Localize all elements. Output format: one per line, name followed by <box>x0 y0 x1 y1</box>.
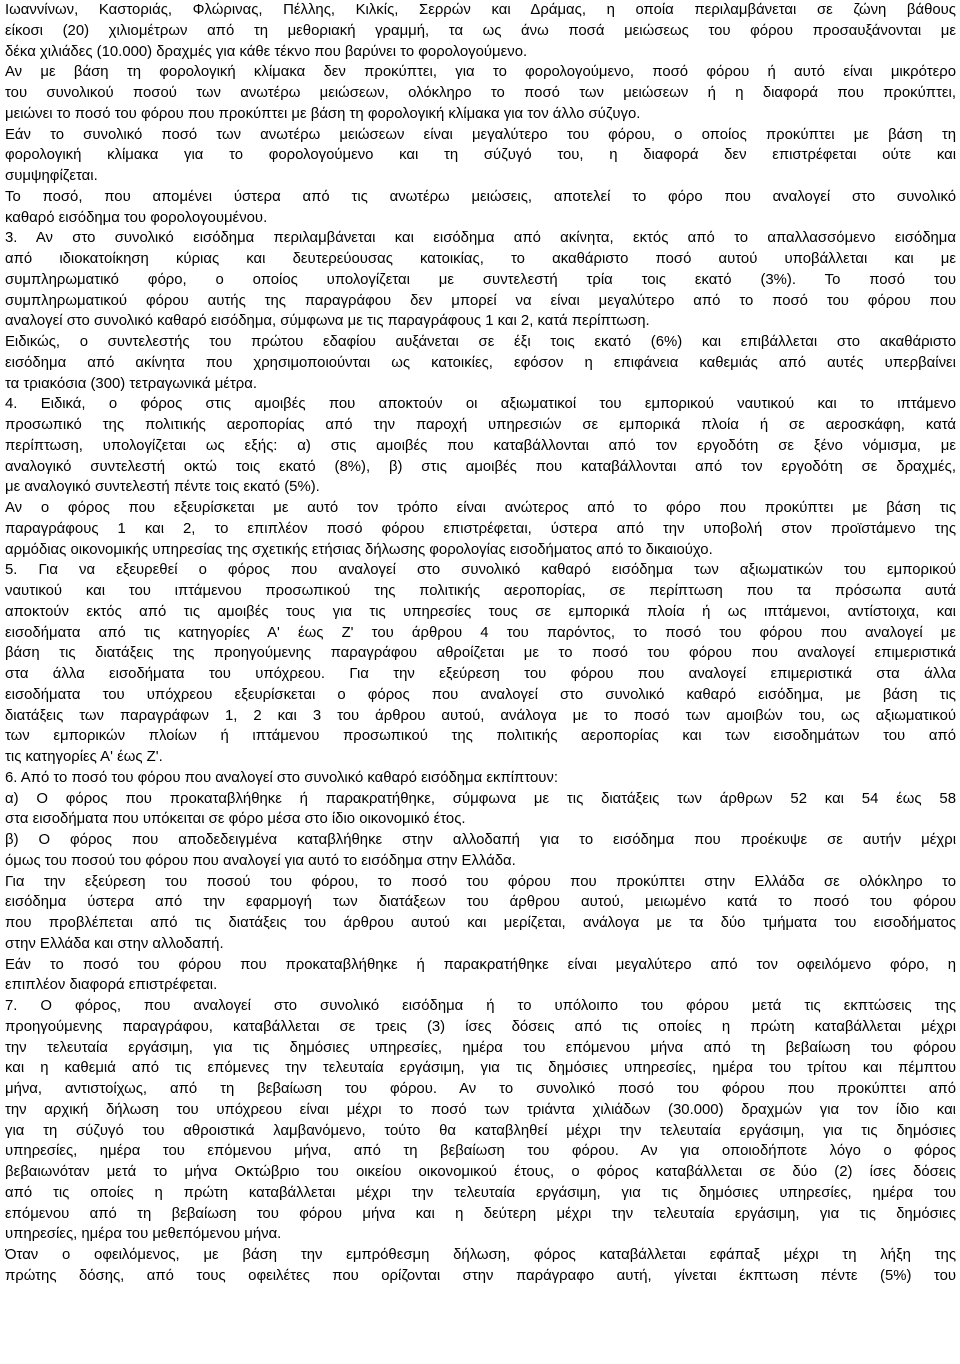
text-line: συμπληρωματικό φόρο, ο οποίος υπολογίζεται με συντελεστή τρία τοις εκατό (3%). Το ποσό του <box>5 271 956 288</box>
text-line: δέκα χιλιάδες (10.000) δραχμές για κάθε τέκνο που βαρύνει το φορολογούμενο. <box>5 43 528 60</box>
text-line: τις κατηγορίες Α' έως Ζ'. <box>5 749 163 765</box>
text-line: Εάν το συνολικό ποσό των ανωτέρω μειώσεων είναι μεγαλύτερο του φόρου, ο οποίος προκύπτει με βάση τη <box>5 126 956 143</box>
text-line: Όταν ο οφειλόμενος, με βάση την εμπρόθεσμη δήλωση, φόρος καταβάλλεται εφάπαξ μέχρι τη λήξη της <box>5 1247 956 1263</box>
text-line: στα εισοδήματα που υπόκειται σε φόρο μέσα στο ίδιο οικονομικό έτος. <box>5 811 466 828</box>
text-line: πρώτης δόσης, από τους οφειλέτες που ορίζονται στην παράγραφο αυτή, γίνεται έκπτωση πέντε (5%) του <box>5 1267 956 1284</box>
text-line: 6. Από το ποσό του φόρου που αναλογεί στο συνολικό καθαρό εισόδημα εκπίπτουν: <box>5 769 558 786</box>
text-line: μειώνει το ποσό του φόρου που προκύπτει με βάση τη φορολογική κλίμακα για τον άλλο σύζυγο. <box>5 105 641 122</box>
document-page <box>5 0 956 1287</box>
text-line: στην Ελλάδα και στην αλλοδαπή. <box>5 935 224 952</box>
text-line: Για την εξεύρεση του ποσού του φόρου, το ποσό του φόρου που προκύπτει στην Ελλάδα σε ολόκληρο το <box>5 873 956 890</box>
text-line: μήνα, αντιστοίχως, από τη βεβαίωση του φόρου. Αν το συνολικό ποσό του φόρου που προκύπτει από <box>5 1081 956 1097</box>
text-line: όμως του ποσού του φόρου που αναλογεί για αυτό το εισόδημα στην Ελλάδα. <box>5 852 516 869</box>
text-line: καθαρό εισόδημα του φορολογουμένου. <box>5 209 268 226</box>
text-line: προσωπικό της πολιτικής αεροπορίας από την παροχή υπηρεσιών σε εμπορικά πλοία ή σε αεροσκάφη, κατά <box>5 417 956 433</box>
text-line: α) Ο φόρος που προκαταβλήθηκε ή παρακρατήθηκε, σύμφωνα με τις διατάξεις των άρθρων 52 και 54 έως 58 <box>5 790 956 807</box>
text-line: φορολογική κλίμακα για το φορολογούμενο και τη σύζυγό του, η διαφορά δεν επιστρέφεται ούτε και <box>5 147 956 164</box>
text-line: εισόδημα από ακίνητα που χρησιμοποιούνται ως κατοικίες, εφόσον η επιφάνεια καθεμιάς από αυτές υπερβαίνει <box>5 354 956 371</box>
text-line: από τις οποίες η πρώτη καταβάλλεται μέχρι την τελευταία εργάσιμη, για τις δημόσιες υπηρεσίες, ημέρα του <box>5 1184 956 1201</box>
text-line: αρμόδιας οικονομικής υπηρεσίας της σχετικής ετήσιας δήλωσης φορολογίας εισοδήματος από το δικαιούχο. <box>5 541 713 558</box>
text-line: συμπληρωματικού φόρου αυτής της παραγράφου δεν μπορεί να είναι μεγαλύτερο από το ποσό του φόρου που <box>5 292 956 309</box>
text-line: επόμενου από τη βεβαίωση του φόρου μήνα και η δεύτερη μέχρι την τελευταία εργάσιμη, για τις δημόσιες <box>5 1205 956 1222</box>
text-line: συμψηφίζεται. <box>5 168 98 184</box>
text-line: Αν με βάση τη φορολογική κλίμακα δεν προκύπτει, για το φορολογούμενο, ποσό φόρου ή αυτό είναι μικρότερο <box>5 64 956 81</box>
text-line: αποκτούν εκτός από τις αμοιβές τους για τις υπηρεσίες τους σε εμπορικά πλοία ή ως ιπτάμενοι, αντίστοιχα, και <box>5 603 956 620</box>
text-line: εισόδημα ύστερα από την εφαρμογή των διατάξεων του άρθρου αυτού, μειωμένο κατά το ποσό του φόρου <box>5 894 956 911</box>
text-line: προηγούμενης παραγράφου, καταβάλλεται σε τρεις (3) ίσες δόσεις από τις οποίες η πρώτη καταβάλλεται μέχρι <box>5 1018 956 1035</box>
text-line: από ιδιοκατοίκηση κύριας και δευτερεύουσας κατοικίας, το ακαθάριστο ποσό αυτού υποβάλλεται και με <box>5 251 956 267</box>
text-line: διατάξεις των παραγράφων 1, 2 και 3 του άρθρου αυτού, ανάλογα με το ποσό των αμοιβών του, ως αξιωματικού <box>5 707 956 724</box>
text-line: του συνολικού ποσού των ανωτέρω μειώσεων, ολόκληρο το ποσό των μειώσεων ή η διαφορά που προκύπτει, <box>5 85 956 101</box>
text-line: 4. Ειδικά, ο φόρος στις αμοιβές που αποκτούν οι αξιωματικοί του εμπορικού ναυτικού και το ιπτάμενο <box>5 396 956 413</box>
text-line: παραγράφους 1 και 2, το επιπλέον ποσό φόρου επιστρέφεται, ύστερα από την υποβολή στον προϊστάμενο της <box>5 520 956 537</box>
text-line: την τελευταία εργάσιμη, για τις δημόσιες υπηρεσίες, ημέρα του επόμενου μήνα από τη βεβαίωση του φόρου <box>5 1039 956 1056</box>
text-line: β) Ο φόρος που αποδεδειγμένα καταβλήθηκε στην αλλοδαπή για το εισόδημα που προέκυψε σε αυτήν μέχρι <box>5 832 956 848</box>
text-line: για τη σύζυγό του αθροιστικά λαμβανόμενο, τούτο θα καταβληθεί μέχρι την τελευταία εργάσιμη, για τις δημόσιες <box>5 1122 956 1139</box>
text-line: Ειδικώς, ο συντελεστής του πρώτου εδαφίου αυξάνεται σε έξι τοις εκατό (6%) και επιβάλλεται στο ακαθάριστο <box>5 334 956 350</box>
text-line: με αναλογικό συντελεστή πέντε τοις εκατό (5%). <box>5 479 320 496</box>
text-line: των εμπορικών πλοίων ή ιπτάμενου προσωπικού της πολιτικής αεροπορίας και των εισοδημάτων του από <box>5 728 956 745</box>
text-line: βεβαιωνόταν μετά το μήνα Οκτώβριο του οικείου οικονομικού έτους, ο φόρος καταβάλλεται σε δύο (2) ίσες δόσεις <box>5 1164 956 1180</box>
text-line: Το ποσό, που απομένει ύστερα από τις ανωτέρω μειώσεις, αποτελεί το φόρο που αναλογεί στο συνολικό <box>5 188 956 205</box>
text-line: υπηρεσίες, ημέρα του επόμενου μήνα, από τη βεβαίωση του φόρου. Αν για οποιοδήποτε λόγο ο φόρος <box>5 1143 956 1160</box>
text-line: ναυτικού και του ιπτάμενου προσωπικού της πολιτικής αεροπορίας, σε περίπτωση που τα πρόσωπα αυτά <box>5 583 956 599</box>
text-line: επιπλέον διαφορά επιστρέφεται. <box>5 977 218 994</box>
text-line: περίπτωση, υπολογίζεται ως εξής: α) στις αμοιβές που καταβάλλονται από τον εργοδότη σε ξένο νόμισμα, με <box>5 437 956 454</box>
text-line: αναλογικό συντελεστή οκτώ τοις εκατό (8%), β) στις αμοιβές που καταβάλλονται από τον εργοδότη σε δραχμές, <box>5 458 956 475</box>
text-line: Αν ο φόρος που εξευρίσκεται με αυτό τον τρόπο είναι ανώτερος από το φόρο που προκύπτει με βάση τις <box>5 500 956 516</box>
text-line: Ιωαννίνων, Καστοριάς, Φλώρινας, Πέλλης, Κιλκίς, Σερρών και Δράμας, η οποία περιλαμβάνεται σε ζώνη βάθους <box>5 2 956 18</box>
text-line: βάση τις διατάξεις της προηγούμενης παραγράφου αθροίζεται με το ποσό του φόρου που αναλογεί επιμεριστικά <box>5 645 956 662</box>
text-line: αναλογεί στο συνολικό καθαρό εισόδημα, σύμφωνα με τις παραγράφους 1 και 2, κατά περίπτωση. <box>5 313 650 330</box>
text-line: τα τριακόσια (300) τετραγωνικά μέτρα. <box>5 375 258 392</box>
text-line: Εάν το ποσό του φόρου που προκαταβλήθηκε ή παρακρατήθηκε είναι μεγαλύτερο από τον οφειλόμενο φόρο, η <box>5 956 956 973</box>
text-line: 5. Για να εξευρεθεί ο φόρος που αναλογεί στο συνολικό καθαρό εισόδημα των αξιωματικών του εμπορικού <box>5 562 956 579</box>
text-line: υπηρεσίες, ημέρα του μεθεπόμενου μήνα. <box>5 1226 282 1243</box>
text-line: και η καθεμιά από τις επόμενες την τελευταία εργάσιμη, για τις δημόσιες υπηρεσίες, ημέρα του τρίτου και πέμπτου <box>5 1060 956 1077</box>
text-line: είκοσι (20) χιλιομέτρων από τη μεθοριακή γραμμή, τα ως άνω ποσά μειώσεως του φόρου προσαυξάνονται με <box>5 22 956 39</box>
text-line: 7. Ο φόρος, που αναλογεί στο συνολικό εισόδημα ή το υπόλοιπο του φόρου μετά τις εκπτώσεις της <box>5 998 956 1014</box>
text-line: στα άλλα εισοδήματα του υπόχρεου. Για την εξεύρεση του φόρου που αναλογεί επιμεριστικά στα άλλα <box>5 666 956 682</box>
text-line: που προβλέπεται από τις διατάξεις του άρθρου αυτού και μερίζεται, ανάλογα με τα δύο τμήματα του εισοδήματος <box>5 915 956 931</box>
text-line: 3. Αν στο συνολικό εισόδημα περιλαμβάνεται και εισόδημα από ακίνητα, εκτός από το απαλλασσόμενο εισόδημα <box>5 230 956 247</box>
text-line: εισοδήματα του υπόχρεου εξευρίσκεται ο φόρος που αναλογεί στο συνολικό καθαρό εισόδημα, με βάση τις <box>5 686 956 703</box>
text-line: την αρχική δήλωση του υπόχρεου είναι μέχρι το ποσό των τριάντα χιλιάδων (30.000) δραχμών για τον ίδιο και <box>5 1101 956 1118</box>
text-line: εισοδήματα από τις κατηγορίες Α' έως Ζ' του άρθρου 4 του παρόντος, το ποσό του φόρου που αναλογεί με <box>5 624 956 641</box>
